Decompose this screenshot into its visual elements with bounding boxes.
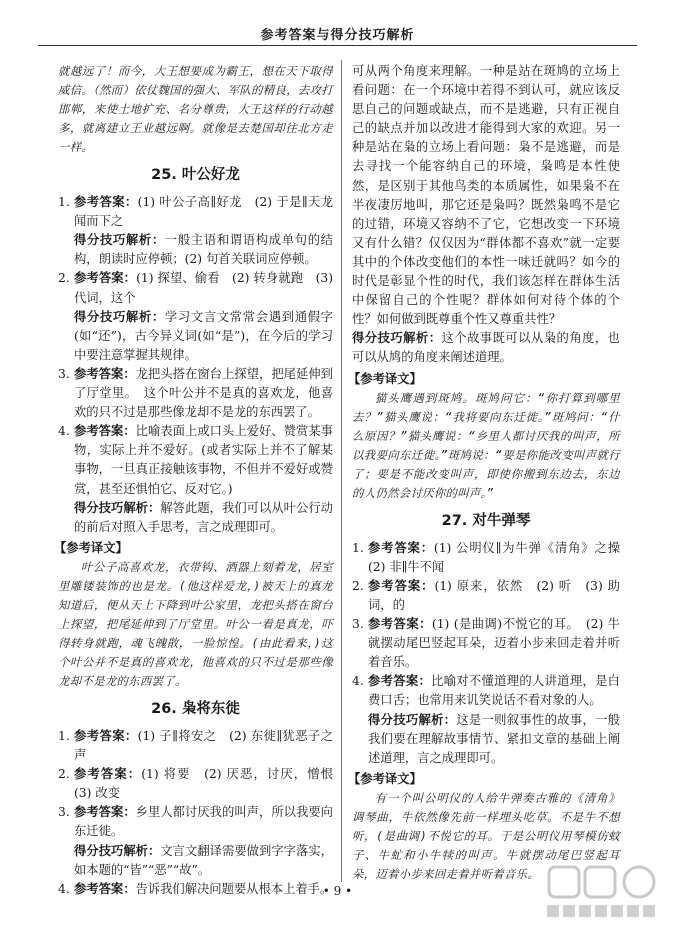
- answer-label: 参考答案：: [368, 540, 434, 555]
- question-number: 4.: [352, 674, 364, 689]
- s25-q1-skill: [58, 231, 333, 269]
- question-number: 1.: [58, 195, 70, 210]
- answer-label: 参考答案：: [74, 366, 136, 381]
- answer-label: 参考答案：: [74, 271, 137, 286]
- question-number: 2.: [58, 767, 70, 782]
- skill-text: 文言文翻译需要做到字字落实，如本题的“皆”“恶”“故”。: [74, 843, 333, 877]
- s25-translation: 叶公子高喜欢龙，衣带钩、酒器上刻着龙，居室里雕镂装饰的也是龙。(他这样爱龙，)被天上的真龙知道后，便从天上下降到叶公家里，龙把头搭在窗台上探望，把尾延伸到了厅堂里。叶公一看是真龙，吓得转身就跑，魂飞魄散，一脸惊惶。(由此看来，)这个叶公并不是真的喜欢龙，他喜欢的只不过是那些像龙却不是龙的东西罢了。: [58, 559, 333, 688]
- answer-label: 参考答案：: [74, 805, 136, 820]
- answer-text: 比喻表面上或口头上爱好、赞赏某事物，实际上并不爱好。(或者实际上并不了解某事物，一旦真正接触该事物，不但并不爱好或赞赏，甚至还惧怕它、反对它。): [74, 424, 333, 496]
- s25-question-4: [58, 422, 333, 498]
- answer-label: 参考答案：: [74, 424, 136, 439]
- skill-label: 得分技巧解析：: [74, 233, 165, 248]
- answer-label: 参考答案：: [368, 674, 432, 689]
- skill-label: 得分技巧解析：: [74, 500, 161, 515]
- s25-q4-skill: [58, 499, 333, 537]
- section-25-title: 25. 叶公好龙: [151, 167, 240, 183]
- s27-translation-tag: 【参考译文】: [348, 771, 422, 786]
- section-27-title: 27. 对牛弹琴: [441, 512, 531, 529]
- s27-translation: 有一个叫公明仪的人给牛弹奏古雅的《清角》调琴曲，牛依然像先前一样埋头吃草。不是牛不想听，(是曲调)不悦它的耳。于是公明仪用琴模仿蚊子、牛虻和小牛犊的叫声。牛就摆动尾巴竖起耳朵，迈着小步来回走着并听着音乐。: [352, 790, 620, 881]
- question-number: 3.: [58, 805, 70, 820]
- answer-label: 参考答案：: [368, 578, 435, 593]
- skill-label: 得分技巧解析：: [74, 843, 161, 858]
- s27-question-2: [352, 577, 620, 615]
- s26-question-1: [58, 727, 333, 765]
- s26-translation: 猫头鹰遇到斑鸠。斑鸠问它：“你打算到哪里去？”猫头鹰说：“我将要向东迁徙。”斑鸠问：“什么原因？”猫头鹰说：“乡里人都讨厌我的叫声，所以我要向东迁徙。”斑鸠说：“要是你能改变叫声就行了；要是不能改变叫声，即使你搬到东边去，东边的人仍然会讨厌你的叫声。”: [352, 390, 620, 500]
- skill-label: 得分技巧解析：: [74, 309, 165, 324]
- skill-label: 得分技巧解析：: [368, 712, 457, 727]
- s26-question-3: [58, 803, 333, 841]
- s27-question-1: [352, 539, 633, 577]
- skill-text: 学习文言文常常会遇到通假字(如“还”)，古今异义词(如“是”)，在今后的学习中要注意掌握其规律。: [74, 309, 333, 362]
- question-number: 1.: [58, 728, 70, 743]
- answer-label: 参考答案：: [74, 881, 136, 896]
- s26-translation-tag: 【参考译文】: [348, 371, 422, 386]
- column-divider: [341, 60, 342, 882]
- page-header: [38, 10, 637, 46]
- answer-text: (1) 将要 (2) 厌恶，讨厌，憎恨 (3) 改变: [74, 767, 346, 801]
- s27-question-3: [352, 615, 620, 672]
- question-number: 3.: [352, 617, 364, 632]
- answer-label: 参考答案：: [74, 195, 138, 210]
- skill-text: 这个故事既可以从枭的角度，也可以从鸠的角度来阐述道理。: [352, 331, 620, 365]
- skill-text: 一般主语和谓语构成单句的结构，朗读时应停顿；(2) 句首关联词应停顿。: [74, 233, 333, 267]
- right-column: [348, 62, 633, 884]
- skill-text: 解答此题，我们可以从叶公行动的前后对照入手思考，言之成理即可。: [74, 500, 333, 534]
- answer-label: 参考答案：: [368, 617, 432, 632]
- skill-text: 这是一则叙事性的故事，一般我们要在理解故事情节、紧扣文章的基础上阐述道理，言之成理即可。: [368, 712, 620, 765]
- s25-translation-tag: 【参考译文】: [54, 540, 128, 555]
- question-number: 1.: [352, 540, 364, 555]
- skill-label: 得分技巧解析：: [352, 331, 442, 346]
- answer-text: 比喻对不懂道理的人讲道理，是白费口舌；也常用来讥笑说话不看对象的人。: [368, 674, 620, 708]
- question-number: 4.: [58, 881, 70, 896]
- watermark-logo-icon: [543, 863, 661, 923]
- question-number: 4.: [58, 424, 70, 439]
- s26-q3-skill: [58, 842, 333, 880]
- continued-translation: 就越远了！而今，大王想要成为霸王，想在天下取得威信。（然而）依仗魏国的强大、军队的精良，去攻打邯郸，来使土地扩充、名分尊贵，大王这样的行动越多，就离建立王业越远啊。就像是去楚国却往北方走一样。: [58, 64, 333, 154]
- answer-text: (1) 叶公子高∥好龙 (2) 于是∥天龙闻而下之: [74, 195, 333, 229]
- answer-text: 乡里人都讨厌我的叫声，所以我要向东迁徙。: [74, 805, 333, 839]
- answer-label: 参考答案：: [74, 728, 138, 743]
- header-title: 参考答案与得分技巧解析: [260, 28, 415, 43]
- s25-question-2: [58, 269, 333, 307]
- answer-text: (1) (是曲调)不悦它的耳。 (2) 牛就摆动尾巴竖起耳朵，迈着小步来回走着并听着音乐。: [368, 617, 620, 670]
- s26-question-2: [58, 765, 346, 803]
- s25-question-3: [58, 365, 333, 422]
- question-number: 2.: [58, 271, 70, 286]
- answer-text: (1) 探望、偷看 (2) 转身就跑 (3) 代词，这个: [74, 271, 333, 305]
- s27-question-4: [352, 672, 620, 710]
- s26-skill: [352, 329, 620, 367]
- section-26-title: 26. 枭将东徙: [151, 700, 240, 717]
- question-number: 2.: [352, 578, 364, 593]
- left-column: [54, 62, 346, 899]
- s27-q4-skill: [352, 711, 620, 768]
- answer-label: 参考答案：: [74, 767, 142, 782]
- answer-text: (1) 原来，依然 (2) 听 (3) 助词，的: [368, 578, 620, 612]
- page-number: • 9 •: [322, 884, 353, 898]
- answer-text: (1) 子∥将安之 (2) 东徙∥犹恶子之声: [74, 728, 333, 763]
- answer-text: 龙把头搭在窗台上探望，把尾延伸到了厅堂里。 这个叶公并不是真的喜欢龙，他喜欢的只不过是那些像龙却不是龙的东西罢了。: [74, 366, 333, 420]
- s25-question-1: [58, 193, 333, 231]
- s26-q4-continued: 可从两个角度来理解。一种是站在斑鸠的立场上看问题：在一个环境中若得不到认可，就应该反思自己的问题或缺点，而不是逃避，只有正视自己的缺点并加以改进才能得到大家的欢迎。另一种是站在枭的立场上看问题：枭不是逃避，而是去寻找一个能容纳自己的环境，枭鸣是本性使然，是区别于其他鸟类的本质属性，如果枭不在半夜凄厉地叫，那它还是枭吗？既然枭鸣不是它的过错，环境又容纳不了它，它想改变一下环境又有什么错？仅仅因为“群体都不喜欢”就一定要其中的个体改变他们的本性一味迁就吗？如今的时代是彰显个性的时代，我们该怎样在群体生活中保留自己的个性呢？群体如何对待个体的个性？如何做到既尊重个性又尊重共性？: [352, 64, 620, 327]
- question-number: 3.: [58, 366, 70, 381]
- answer-text: (1) 公明仪∥为牛弹《清角》之操 (2) 非∥牛不闻: [368, 540, 633, 574]
- s25-q2-skill: [58, 308, 333, 365]
- answer-text: 告诉我们解决问题要从根本上着手。: [135, 881, 333, 896]
